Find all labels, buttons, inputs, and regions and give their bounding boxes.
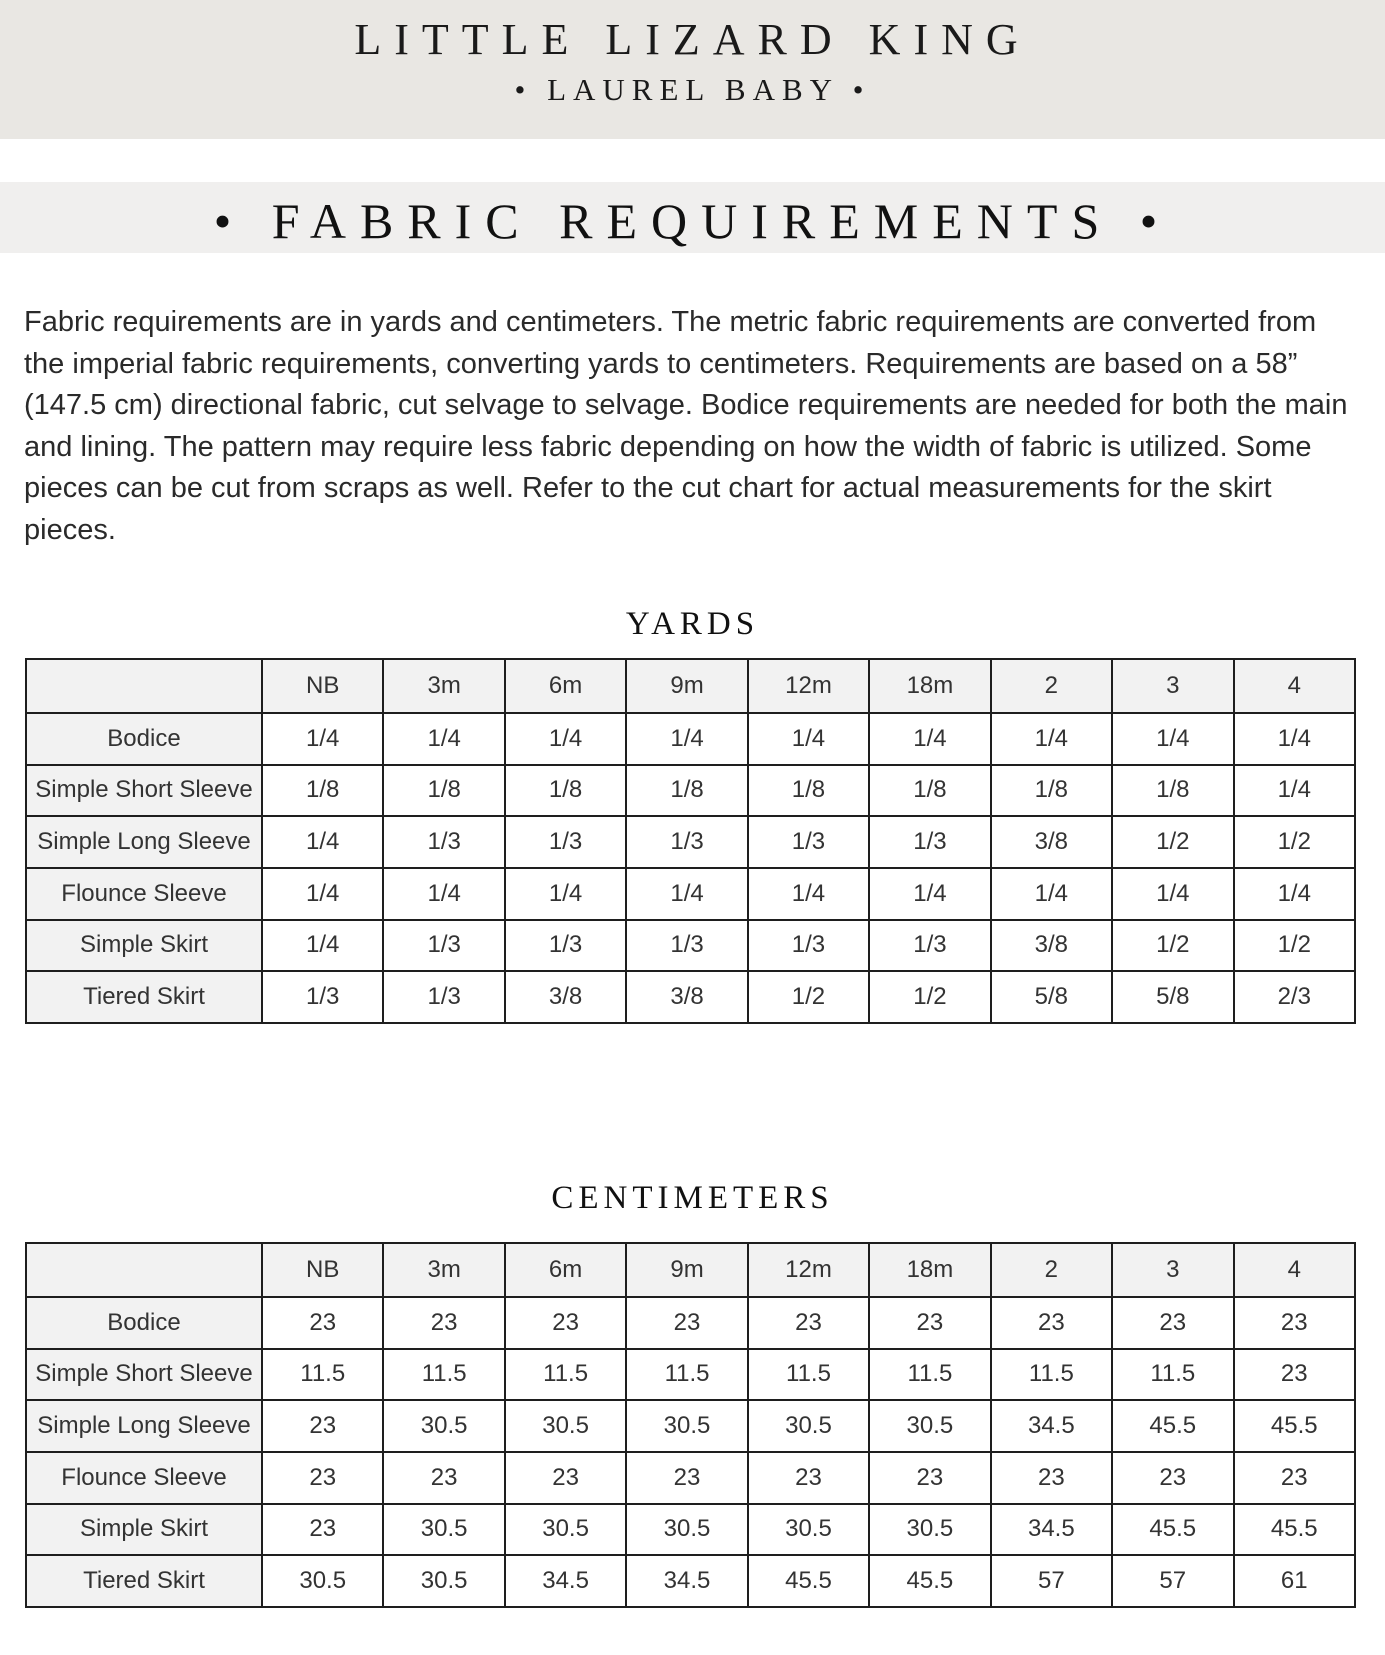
value-cell: 23 — [262, 1400, 383, 1452]
table-row — [26, 765, 1355, 817]
table-row — [26, 1349, 1355, 1401]
value-cell: 1/3 — [505, 920, 626, 972]
value-cell: 11.5 — [262, 1349, 383, 1401]
size-header: 12m — [748, 659, 869, 713]
value-cell: 23 — [383, 1452, 504, 1504]
value-cell: 23 — [1112, 1452, 1233, 1504]
value-cell: 23 — [991, 1452, 1112, 1504]
value-cell: 23 — [991, 1297, 1112, 1349]
row-label: Bodice — [26, 1297, 262, 1349]
size-header: 9m — [626, 659, 747, 713]
corner-cell — [26, 659, 262, 713]
table-row — [26, 868, 1355, 920]
value-cell: 23 — [626, 1452, 747, 1504]
size-header: 2 — [991, 1243, 1112, 1297]
value-cell: 45.5 — [1234, 1400, 1356, 1452]
value-cell: 5/8 — [991, 971, 1112, 1023]
value-cell: 3/8 — [991, 816, 1112, 868]
size-header: 3m — [383, 1243, 504, 1297]
size-header: 9m — [626, 1243, 747, 1297]
value-cell: 1/4 — [748, 713, 869, 765]
value-cell: 45.5 — [1112, 1504, 1233, 1556]
value-cell: 1/4 — [383, 868, 504, 920]
value-cell: 3/8 — [626, 971, 747, 1023]
value-cell: 11.5 — [991, 1349, 1112, 1401]
value-cell: 23 — [505, 1297, 626, 1349]
value-cell: 1/3 — [869, 816, 990, 868]
value-cell: 45.5 — [1112, 1400, 1233, 1452]
row-label: Simple Long Sleeve — [26, 816, 262, 868]
value-cell: 30.5 — [626, 1504, 747, 1556]
brand-title: LITTLE LIZARD KING — [354, 15, 1031, 64]
table-row — [26, 1452, 1355, 1504]
value-cell: 30.5 — [262, 1555, 383, 1607]
value-cell: 45.5 — [748, 1555, 869, 1607]
value-cell: 30.5 — [748, 1504, 869, 1556]
value-cell: 1/3 — [869, 920, 990, 972]
value-cell: 1/8 — [262, 765, 383, 817]
row-label: Flounce Sleeve — [26, 868, 262, 920]
value-cell: 11.5 — [748, 1349, 869, 1401]
value-cell: 1/4 — [748, 868, 869, 920]
table-row — [26, 1400, 1355, 1452]
value-cell: 23 — [748, 1297, 869, 1349]
value-cell: 5/8 — [1112, 971, 1233, 1023]
value-cell: 34.5 — [505, 1555, 626, 1607]
header-row — [26, 1243, 1355, 1297]
size-header: 6m — [505, 1243, 626, 1297]
section-title: • FABRIC REQUIREMENTS • — [213, 193, 1172, 249]
value-cell: 1/4 — [505, 868, 626, 920]
value-cell: 1/8 — [505, 765, 626, 817]
table-row — [26, 920, 1355, 972]
value-cell: 30.5 — [505, 1400, 626, 1452]
value-cell: 1/3 — [383, 920, 504, 972]
value-cell: 1/4 — [262, 868, 383, 920]
value-cell: 23 — [262, 1297, 383, 1349]
table-row — [26, 971, 1355, 1023]
value-cell: 2/3 — [1234, 971, 1356, 1023]
yards-table — [25, 658, 1356, 1024]
table-row — [26, 1504, 1355, 1556]
value-cell: 1/4 — [262, 816, 383, 868]
row-label: Simple Skirt — [26, 920, 262, 972]
size-header: 4 — [1234, 1243, 1356, 1297]
table-row — [26, 713, 1355, 765]
row-label: Bodice — [26, 713, 262, 765]
value-cell: 45.5 — [1234, 1504, 1356, 1556]
value-cell: 23 — [262, 1452, 383, 1504]
value-cell: 1/3 — [748, 920, 869, 972]
value-cell: 1/2 — [1234, 816, 1356, 868]
centimeters-table-title: CENTIMETERS — [551, 1180, 834, 1216]
size-header: NB — [262, 659, 383, 713]
value-cell: 23 — [869, 1452, 990, 1504]
value-cell: 57 — [1112, 1555, 1233, 1607]
intro-paragraph: Fabric requirements are in yards and centimeters. The metric fabric requirements are converted from the imperial fabric requirements, converting yards to centimeters. Requirements are based on a 58” (147.5 cm) directional fabric, cut selvage to selvage. Bodice requirements are needed for both the main and lining. The pattern may require less fabric depending on how the width of fabric is utilized. Some pieces can be cut from scraps as well. Refer to the cut chart for actual measurements for the skirt pieces. — [24, 306, 1348, 546]
value-cell: 1/4 — [1234, 713, 1356, 765]
value-cell: 1/2 — [1112, 816, 1233, 868]
size-header: 3 — [1112, 1243, 1233, 1297]
value-cell: 3/8 — [505, 971, 626, 1023]
value-cell: 30.5 — [626, 1400, 747, 1452]
value-cell: 61 — [1234, 1555, 1356, 1607]
value-cell: 11.5 — [869, 1349, 990, 1401]
pattern-name: • LAUREL BABY • — [514, 72, 871, 107]
value-cell: 1/8 — [991, 765, 1112, 817]
size-header: 4 — [1234, 659, 1356, 713]
row-label: Simple Skirt — [26, 1504, 262, 1556]
value-cell: 30.5 — [383, 1504, 504, 1556]
size-header: NB — [262, 1243, 383, 1297]
value-cell: 1/4 — [1112, 868, 1233, 920]
row-label: Tiered Skirt — [26, 1555, 262, 1607]
value-cell: 23 — [626, 1297, 747, 1349]
value-cell: 1/4 — [383, 713, 504, 765]
row-label: Simple Short Sleeve — [26, 765, 262, 817]
value-cell: 30.5 — [869, 1400, 990, 1452]
value-cell: 1/2 — [1234, 920, 1356, 972]
value-cell: 1/3 — [748, 816, 869, 868]
value-cell: 23 — [383, 1297, 504, 1349]
size-header: 6m — [505, 659, 626, 713]
row-label: Simple Long Sleeve — [26, 1400, 262, 1452]
value-cell: 1/3 — [383, 816, 504, 868]
size-header: 18m — [869, 659, 990, 713]
value-cell: 1/3 — [626, 816, 747, 868]
table-row — [26, 1297, 1355, 1349]
value-cell: 1/8 — [383, 765, 504, 817]
size-header: 2 — [991, 659, 1112, 713]
value-cell: 11.5 — [626, 1349, 747, 1401]
value-cell: 1/8 — [626, 765, 747, 817]
value-cell: 11.5 — [383, 1349, 504, 1401]
value-cell: 57 — [991, 1555, 1112, 1607]
value-cell: 1/2 — [1112, 920, 1233, 972]
value-cell: 1/3 — [262, 971, 383, 1023]
value-cell: 23 — [869, 1297, 990, 1349]
header-row — [26, 659, 1355, 713]
value-cell: 1/4 — [626, 868, 747, 920]
value-cell: 1/4 — [505, 713, 626, 765]
value-cell: 1/4 — [1234, 765, 1356, 817]
value-cell: 34.5 — [991, 1504, 1112, 1556]
value-cell: 1/2 — [748, 971, 869, 1023]
row-label: Simple Short Sleeve — [26, 1349, 262, 1401]
value-cell: 3/8 — [991, 920, 1112, 972]
value-cell: 1/2 — [869, 971, 990, 1023]
table-row — [26, 1555, 1355, 1607]
row-label: Tiered Skirt — [26, 971, 262, 1023]
value-cell: 1/4 — [869, 868, 990, 920]
value-cell: 34.5 — [626, 1555, 747, 1607]
value-cell: 1/4 — [991, 868, 1112, 920]
value-cell: 23 — [1234, 1452, 1356, 1504]
size-header: 3m — [383, 659, 504, 713]
value-cell: 1/4 — [991, 713, 1112, 765]
value-cell: 1/3 — [626, 920, 747, 972]
value-cell: 1/4 — [626, 713, 747, 765]
value-cell: 1/4 — [1112, 713, 1233, 765]
value-cell: 11.5 — [1112, 1349, 1233, 1401]
value-cell: 23 — [1234, 1349, 1356, 1401]
value-cell: 30.5 — [383, 1555, 504, 1607]
value-cell: 1/3 — [505, 816, 626, 868]
size-header: 3 — [1112, 659, 1233, 713]
centimeters-table — [25, 1242, 1356, 1608]
value-cell: 34.5 — [991, 1400, 1112, 1452]
size-header: 18m — [869, 1243, 990, 1297]
value-cell: 23 — [1234, 1297, 1356, 1349]
value-cell: 1/4 — [1234, 868, 1356, 920]
value-cell: 45.5 — [869, 1555, 990, 1607]
value-cell: 23 — [505, 1452, 626, 1504]
value-cell: 1/8 — [748, 765, 869, 817]
value-cell: 1/8 — [869, 765, 990, 817]
value-cell: 23 — [748, 1452, 869, 1504]
yards-table-title: YARDS — [625, 606, 760, 642]
value-cell: 23 — [262, 1504, 383, 1556]
size-header: 12m — [748, 1243, 869, 1297]
value-cell: 1/4 — [262, 920, 383, 972]
value-cell: 30.5 — [505, 1504, 626, 1556]
corner-cell — [26, 1243, 262, 1297]
value-cell: 23 — [1112, 1297, 1233, 1349]
value-cell: 30.5 — [748, 1400, 869, 1452]
value-cell: 1/4 — [869, 713, 990, 765]
row-label: Flounce Sleeve — [26, 1452, 262, 1504]
value-cell: 30.5 — [869, 1504, 990, 1556]
value-cell: 1/8 — [1112, 765, 1233, 817]
value-cell: 11.5 — [505, 1349, 626, 1401]
table-row — [26, 816, 1355, 868]
value-cell: 1/3 — [383, 971, 504, 1023]
value-cell: 1/4 — [262, 713, 383, 765]
value-cell: 30.5 — [383, 1400, 504, 1452]
